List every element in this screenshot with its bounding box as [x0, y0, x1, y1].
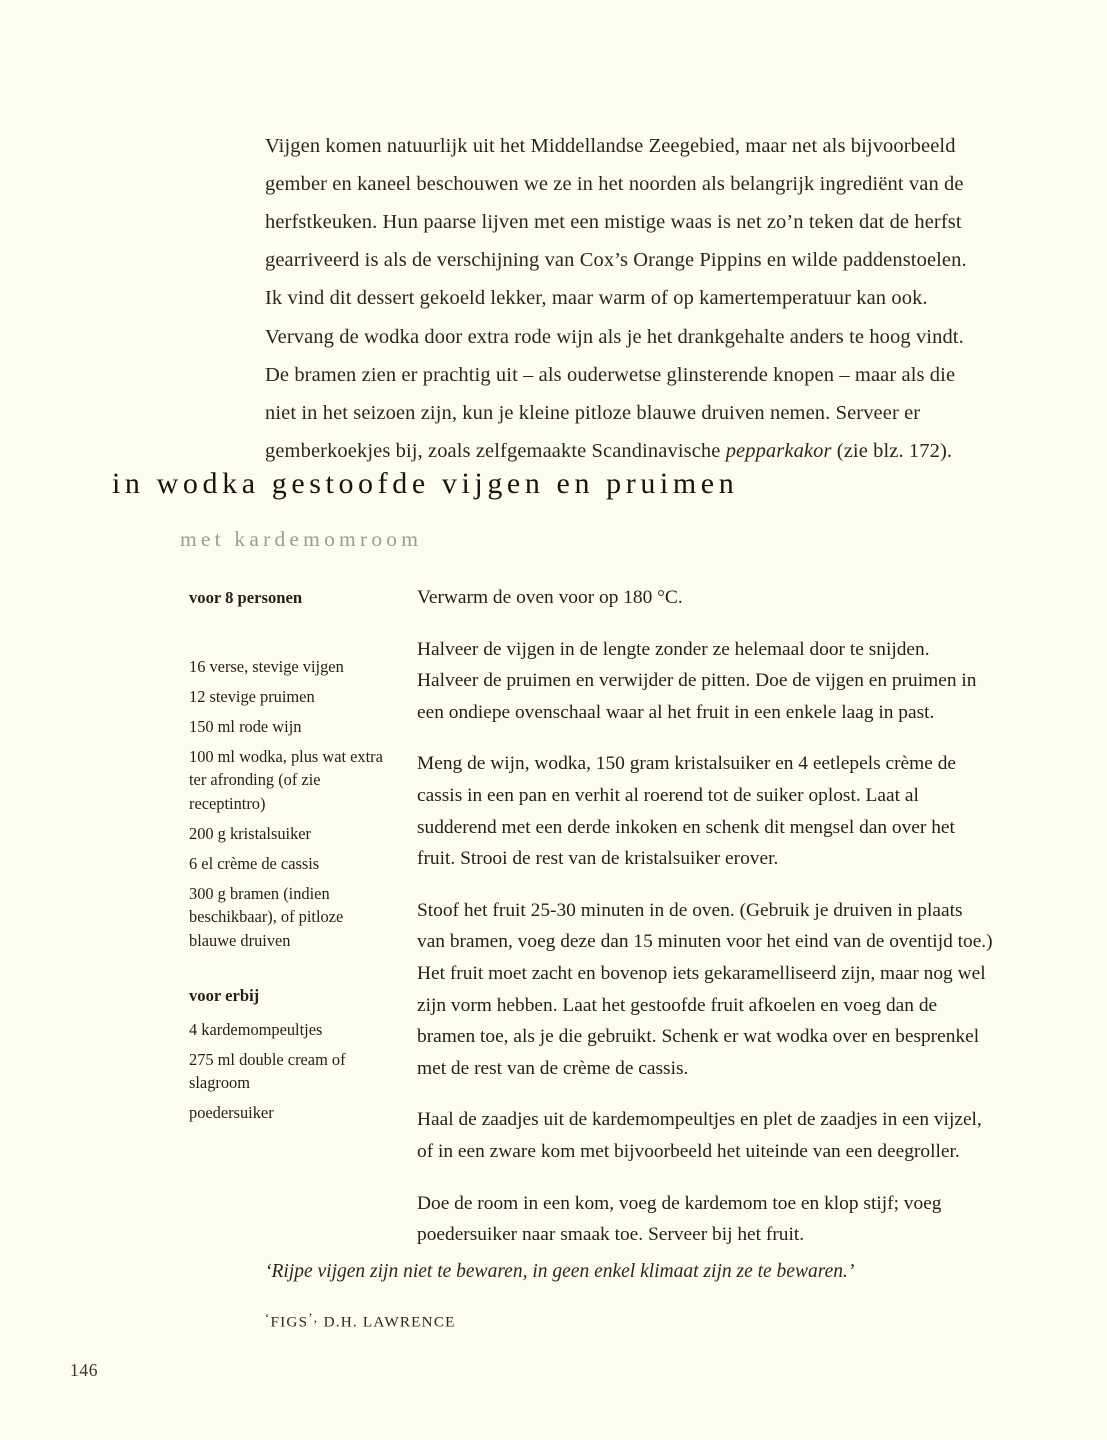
list-item: poedersuiker — [189, 1103, 274, 1122]
recipe-intro-paragraph — [265, 127, 987, 471]
list-item: 12 stevige pruimen — [189, 686, 315, 706]
page-number: 146 — [70, 1360, 99, 1380]
method-step: Meng de wijn, wodka, 150 gram kristalsuiker en 4 eetlepels crème de cassis in een pan en verhit al roerend tot de suiker oplost. Laat al sudderend met een derde inkoken en schenk dit mengsel dan over het fruit. Strooi de rest van de kristalsuiker erover. — [417, 753, 956, 870]
quote-text: ‘Rijpe vijgen zijn niet te bewaren, in geen enkel klimaat zijn ze te bewaren.’ — [265, 1260, 855, 1282]
list-item: 200 g kristalsuiker — [189, 823, 312, 843]
ingredients-column — [189, 586, 385, 1131]
method-step: Haal de zaadjes uit de kardemompeultjes en plet de zaadjes in een vijzel, of in een zware kom met bijvoorbeeld het uiteinde van een deegroller. — [417, 1109, 982, 1162]
quote-work-title: FIGS — [270, 1313, 309, 1331]
intro-italic-term: pepparkakor — [725, 440, 832, 463]
recipe-title-block — [112, 444, 1012, 572]
intro-text-part1: Vijgen komen natuurlijk uit het Middellandse Zeegebied, maar net als bijvoorbeeld gember en kaneel beschouwen we ze in het noorden als belangrijk ingrediënt van de herfstkeuken. Hun paarse lijven met een mistige waas is net zo’n teken dat de herfst gearriveerd is als de verschijning van Cox’s Orange Pippins en wilde paddenstoelen. Ik vind dit dessert gekoeld lekker, maar warm of op kamertemperatuur kan ook. Vervang de wodka door extra rode wijn als je het drankgehalte anders te hoog vindt. De bramen zien er prachtig uit – als ouderwetse glinsterende knopen – maar als die niet in het seizoen zijn, kun je kleine pitloze blauwe druiven nemen. Serveer er gemberkoekjes bij, zoals zelfgemaakte Scandinavische — [265, 134, 967, 463]
method-step: Stoof het fruit 25-30 minuten in de oven. (Gebruik je druiven in plaats van bramen, voeg deze dan 15 minuten voor het eind van de oventijd toe.) Het fruit moet zacht en bovenop iets gekaramelliseerd zijn, maar nog wel zijn vorm hebben. Laat het gestoofde fruit afkoelen en voeg dan de bramen toe, als je die gebruikt. Schenk er wat wodka over en besprenkel met de rest van de crème de cassis. — [417, 899, 993, 1079]
list-item: 6 el crème de cassis — [189, 853, 320, 873]
method-step: Halveer de vijgen in de lengte zonder ze helemaal door te snijden. Halveer de pruimen en verwijder de pitten. Doe de vijgen en pruimen in een ondiepe ovenschaal waar al het fruit in een enkele laag in past. — [417, 638, 977, 723]
list-item: 16 verse, stevige vijgen — [189, 656, 344, 676]
quote-author: D.H. LAWRENCE — [323, 1313, 456, 1331]
list-item: 300 g bramen (indien beschikbaar), of pitloze blauwe druiven — [189, 883, 344, 950]
recipe-subtitle: met kardemomroom — [180, 527, 423, 552]
list-item: 100 ml wodka, plus wat extra ter afronding (of zie receptintro) — [189, 746, 383, 813]
recipe-title: in wodka gestoofde vijgen en pruimen — [112, 467, 739, 501]
list-item: 275 ml double cream of slagroom — [189, 1049, 346, 1092]
list-item: 150 ml rode wijn — [189, 716, 302, 736]
quote-close-mark: ’, — [308, 1310, 319, 1325]
side-ingredients-list — [189, 1018, 385, 1125]
ingredients-list — [189, 655, 385, 953]
method-step: Doe de room in een kom, voeg de kardemom toe en klop stijf; voeg poedersuiker naar smaak toe. Serveer bij het fruit. — [417, 1192, 942, 1246]
method-column — [417, 582, 995, 1251]
list-item: 4 kardemompeultjes — [189, 1019, 323, 1039]
serves-heading: voor 8 personen — [189, 588, 303, 607]
side-heading: voor erbij — [189, 986, 260, 1005]
quote-open-mark: ‘ — [265, 1310, 271, 1325]
quote-attribution — [265, 1306, 1005, 1335]
method-step: Verwarm de oven voor op 180 °C. — [417, 587, 683, 608]
intro-text-part2: (zie blz. 172). — [831, 440, 953, 463]
pull-quote-block — [265, 1237, 1005, 1351]
